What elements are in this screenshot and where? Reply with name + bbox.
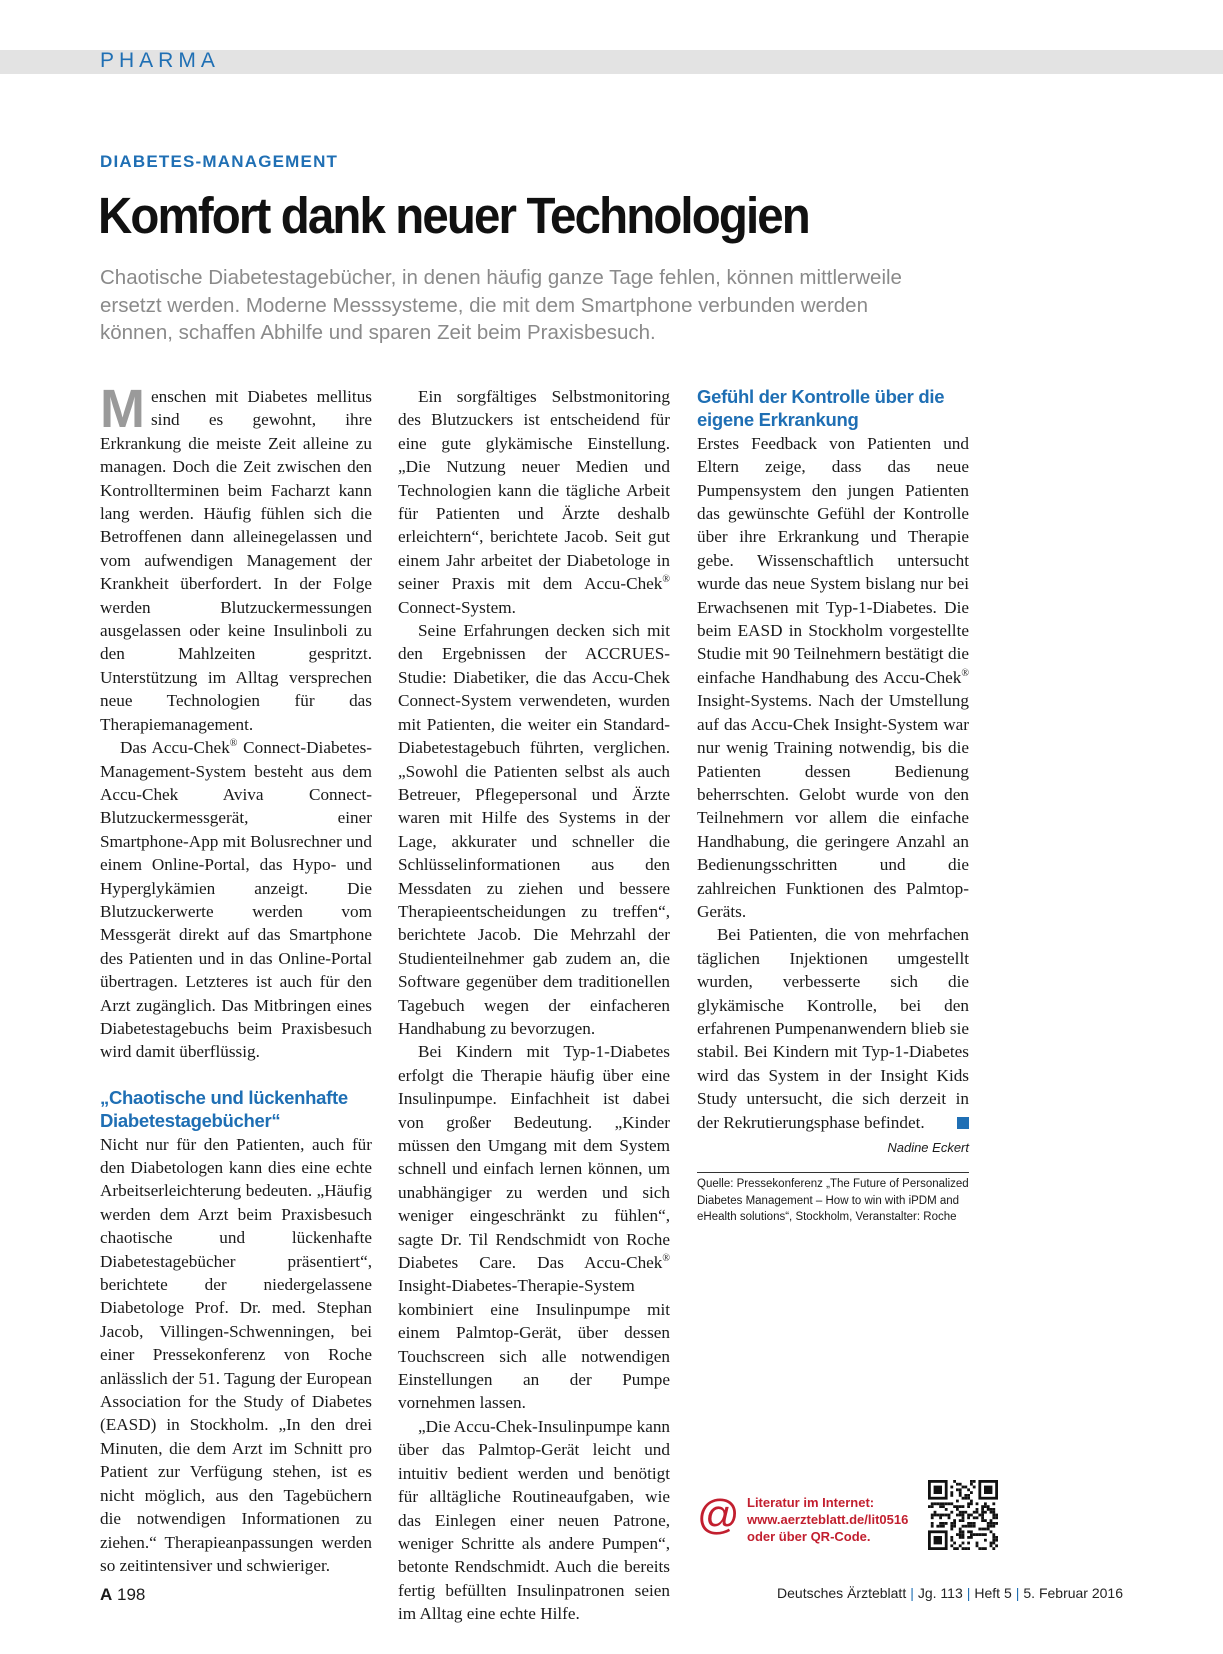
divider — [697, 1172, 969, 1173]
registered-mark: ® — [961, 667, 969, 679]
journal-volume: Jg. 113 — [917, 1585, 963, 1601]
end-mark-icon — [957, 1117, 969, 1129]
paragraph — [697, 923, 969, 1134]
article-column-2 — [398, 385, 670, 1626]
article-rubric: DIABETES-MANAGEMENT — [100, 152, 339, 171]
author-name: Nadine Eckert — [887, 1140, 969, 1155]
registered-mark: ® — [662, 574, 670, 586]
article-lead: Chaotische Diabetestagebücher, in denen häufig ganze Tage fehlen, können mittlerweile ersetzt werden. Moderne Messsysteme, die mit dem Smartphone verbunden werden können, schaffen Abhilfe und sparen Zeit beim Praxisbesuch. — [100, 266, 902, 344]
paragraph — [398, 1040, 670, 1415]
article-title: Komfort dank neuer Technologien — [98, 187, 809, 244]
article-column-3 — [697, 385, 969, 1226]
paragraph-text: enschen mit Diabetes mellitus sind es gewohnt, ihre Erkrankung die meiste Zeit alleine zu managen. Doch die Zeit zwischen den Kontrollterminen beim Facharzt kann lang werden. Häufig fühlen sich die Betroffenen dann alleinegelassen und vom aufwendigen Management der Krankheit überfordert. In der Folge werden Blutzuckermessungen ausgelassen oder keine Insulinboli zu den Mahlzeiten gespritzt. Unterstützung im Alltag versprechen neue Technologien für das Therapiemanagement. — [100, 387, 372, 734]
separator: | — [910, 1585, 914, 1601]
separator: | — [966, 1585, 971, 1601]
separator: | — [1015, 1585, 1020, 1601]
subheading: „Chaotische und lückenhafte Diabetestagebücher“ — [100, 1086, 348, 1132]
literature-link[interactable]: www.aerzteblatt.de/lit0516 — [747, 1512, 909, 1527]
paragraph-text: Bei Kindern mit Typ-1-Diabetes erfolgt die Therapie häufig über eine Insulinpumpe. Einfachheit ist dabei von großer Bedeutung. „Kinder müssen den Umgang mit dem System schnell und einfach lernen können, um unabhängiger zu werden und sich weniger eingeschränkt zu fühlen“, sagte Dr. Til Rendschmidt von Roche Diabetes Care. Das Accu-Chek — [398, 1042, 670, 1273]
paragraph — [100, 379, 372, 736]
paragraph-text: Insight-Systems. Nach der Umstellung auf das Accu-Chek Insight-System war nur wenig Training notwendig, bis die Patienten dessen Bedienung beherrschten. Gelobt wurde von den Teilnehmern vor allem die einfache Handhabung, die geringere Anzahl an Bedienungsschritten und die zahlreichen Funktionen des Palmtop-Geräts. — [697, 691, 969, 921]
page-number-value: 198 — [117, 1585, 146, 1604]
qr-code-icon[interactable] — [928, 1480, 998, 1550]
literature-text — [747, 1494, 908, 1545]
paragraph-text: Bei Patienten, die von mehrfachen täglichen Injektionen umgestellt wurden, verbesserte sich die glykämische Kontrolle, bei den erfahrenen Pumpenanwendern blieb sie stabil. Bei Kindern mit Typ-1-Diabetes wird das System in der Insight Kids Study untersucht, die sich derzeit in der Rekrutierungsphase befindet. — [697, 925, 969, 1132]
paragraph-text: Ein sorgfältiges Selbstmonitoring des Blutzuckers ist entscheidend für eine gute glykämische Einstellung. „Die Nutzung neuer Medien und Technologien kann die tägliche Arbeit für Patienten und Ärzte deshalb erleichtern“, berichtete Jacob. Seit gut einem Jahr arbeitet der Diabetologe in seiner Praxis mit dem Accu-Chek — [398, 387, 670, 594]
registered-mark: ® — [229, 738, 238, 750]
subheading: Gefühl der Kontrolle über die eigene Erkrankung — [697, 386, 945, 431]
journal-date: 5. Februar 2016 — [1023, 1585, 1123, 1601]
paragraph: „Die Accu-Chek-Insulinpumpe kann über das Palmtop-Gerät leicht und intuitiv bedient werden und benötigt für alltägliche Routineaufgaben, wie das Einlegen einer neuen Patrone, weniger Schritte als andere Pumpen“, betonte Rendschmidt. Auch die bereits fertig befüllten Insulinpatronen seien im Alltag eine echte Hilfe. — [398, 1416, 671, 1624]
paragraph: Seine Erfahrungen decken sich mit den Ergebnissen der ACCRUES-Studie: Diabetiker, die das Accu-Chek Connect-System verwendeten, wurden mit Patienten, die weiter ein Standard-Diabetestagebuch führten, verglichen. „Sowohl die Patienten selbst als auch Betreuer, Pflegepersonal und Ärzte waren mit Hilfe des Systems in der Lage, akkurater und schneller die Schlüsselinformationen aus den Messdaten zu ziehen und bessere Therapieentscheidungen zu treffen“, berichtete Jacob. Die Mehrzahl der Studienteilnehmer gab zudem an, die Software gegenüber dem traditionellen Tagebuch wegen der einfacheren Handhabung zu bevorzugen. — [398, 621, 670, 1038]
section-label: PHARMA — [100, 49, 220, 72]
paragraph-text: Erstes Feedback von Patienten und Eltern zeige, dass das neue Pumpensystem den jungen Patienten das gewünschte Gefühl der Kontrolle über ihre Erkrankung und Therapie gebe. Wissenschaftlich untersucht wurde das neue System bislang nur bei Erwachsenen mit Typ-1-Diabetes. Die beim EASD in Stockholm vorgestellte Studie mit 90 Teilnehmern bestätigt die einfache Handhabung des Accu-Chek — [697, 433, 969, 687]
journal-name: Deutsches Ärzteblatt — [777, 1585, 907, 1601]
drop-cap: M — [100, 379, 145, 439]
registered-mark: ® — [662, 1253, 670, 1265]
paragraph — [697, 432, 969, 924]
page-prefix: A — [100, 1585, 113, 1604]
source-note: Quelle: Pressekonferenz „The Future of Personalized Diabetes Management – How to win with iPDM and eHealth solutions“, Stockholm, Veranstalter: Roche — [697, 1178, 969, 1224]
at-icon: @ — [697, 1491, 740, 1538]
page-number — [100, 1585, 145, 1605]
journal-issue: Heft 5 — [974, 1585, 1012, 1601]
paragraph — [100, 736, 372, 1064]
journal-info — [777, 1585, 1123, 1601]
paragraph-text: Connect-System. — [398, 597, 516, 617]
paragraph — [398, 385, 670, 619]
paragraph-text: Insight-Diabetes-Therapie-System kombiniert eine Insulinpumpe mit einem Palmtop-Gerät, über dessen Touchscreen sich alle notwendigen Einstellungen an der Pumpe vornehmen lassen. — [398, 1276, 670, 1413]
paragraph: Nicht nur für den Patienten, auch für den Diabetologen kann dies eine echte Arbeitserleichterung bedeuten. „Häufig werden dem Arzt beim Praxisbesuch chaotische und lückenhafte Diabetestagebücher präsentiert“, berichtete der niedergelassene Diabetologe Prof. Dr. med. Stephan Jacob, Villingen-Schwenningen, bei einer Pressekonferenz von Roche anlässlich der 51. Tagung der European Association for the Study of Diabetes (EASD) in Stockholm. „In den drei Minuten, die dem Arzt im Schnitt pro Patient zur Verfügung stehen, ist es nicht möglich, aus den Tagebüchern die notwendigen Informationen zu ziehen.“ Therapieanpassungen werden so zeitintensiver und schwieriger. — [100, 1134, 372, 1575]
article-column-1 — [100, 379, 372, 1577]
literature-label: Literatur im Internet: — [747, 1495, 875, 1510]
paragraph-text: Connect-Diabetes-Management-System besteht aus dem Accu-Chek Aviva Connect-Blutzuckermessgerät, einer Smartphone-App mit Bolusrechner und einem Online-Portal, das Hypo- und Hyperglykämien anzeigt. Die Blutzuckerwerte werden vom Messgerät direkt auf das Smartphone des Patienten und in das Online-Portal übertragen. Letzteres ist auch für den Arzt zugänglich. Das Mitbringen eines Diabetestagebuchs beim Praxisbesuch wird damit überflüssig. — [100, 738, 372, 1062]
literature-qr-hint: oder über QR-Code. — [747, 1529, 871, 1544]
paragraph-text: Das Accu-Chek — [120, 738, 230, 758]
